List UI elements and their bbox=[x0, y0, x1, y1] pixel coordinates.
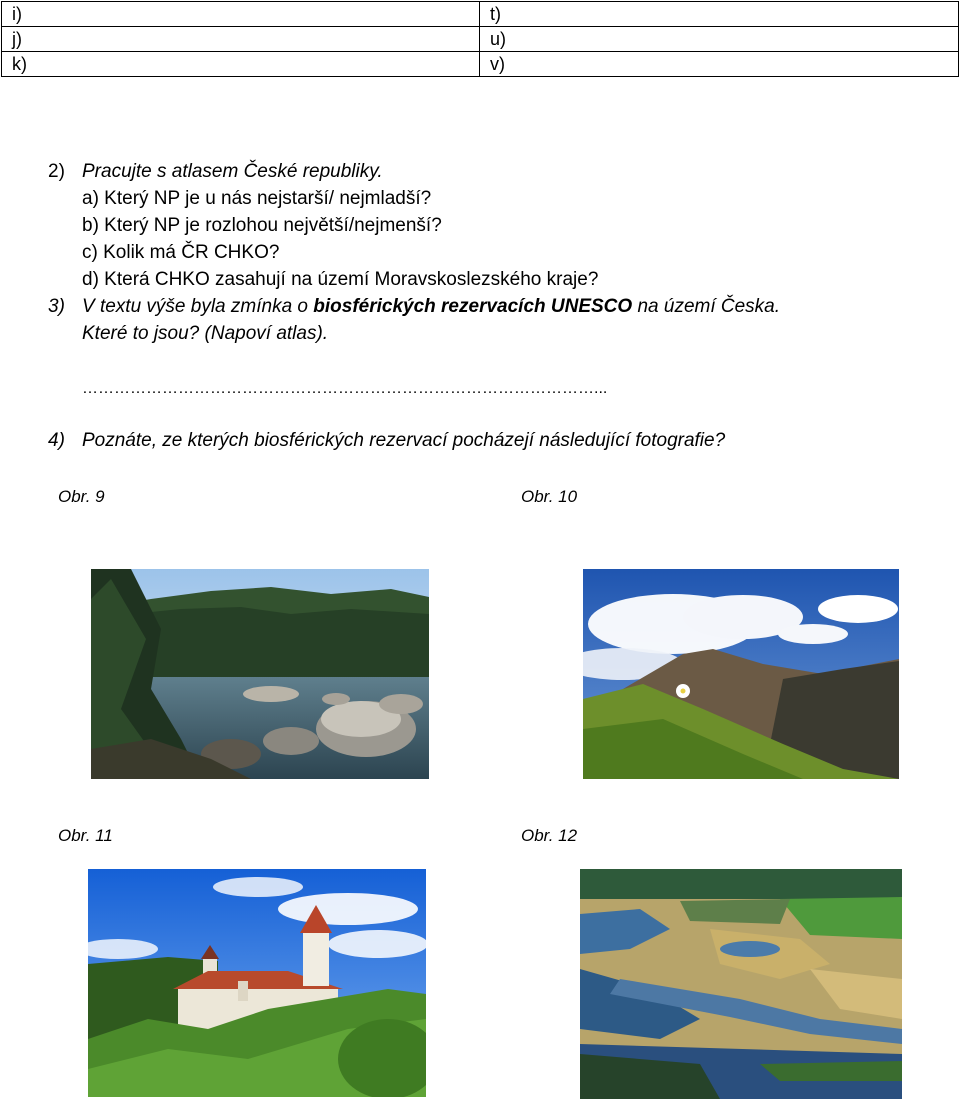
q3-number: 3) bbox=[48, 296, 65, 317]
q3-text-before: V textu výše byla zmínka o bbox=[82, 296, 314, 317]
table-row bbox=[2, 2, 959, 27]
photo-obr11-castle bbox=[88, 869, 426, 1097]
q2-item-b: b) Který NP je rozlohou největší/nejmenší? bbox=[82, 215, 442, 236]
q2-title: Pracujte s atlasem České republiky. bbox=[82, 161, 383, 182]
q3-bold-term: biosférických rezervacích UNESCO bbox=[313, 296, 633, 317]
table-cell: t) bbox=[480, 2, 959, 27]
q2-item-a: a) Který NP je u nás nejstarší/ nejmladší? bbox=[82, 188, 432, 209]
q2-item-d: d) Která CHKO zasahují na území Moravskoslezského kraje? bbox=[82, 269, 599, 290]
caption-obr12: Obr. 12 bbox=[521, 826, 578, 845]
table-cell: v) bbox=[480, 52, 959, 77]
q3-answer-line: ……………………………………………………………………………………... bbox=[82, 380, 608, 397]
q4-number: 4) bbox=[48, 430, 65, 451]
table-cell: u) bbox=[480, 27, 959, 52]
table-cell: k) bbox=[2, 52, 480, 77]
q4-text: Poznáte, ze kterých biosférických rezervací pocházejí následující fotografie? bbox=[82, 430, 726, 451]
q2-item-c: c) Kolik má ČR CHKO? bbox=[82, 242, 280, 263]
q3-text-after: na území Česka. bbox=[632, 296, 781, 317]
table-row bbox=[2, 52, 959, 77]
q3-text bbox=[82, 296, 780, 318]
q2-number: 2) bbox=[48, 161, 65, 182]
q3-line2: Které to jsou? (Napoví atlas). bbox=[82, 323, 329, 344]
caption-obr10: Obr. 10 bbox=[521, 487, 578, 506]
table-row bbox=[2, 27, 959, 52]
table-cell: j) bbox=[2, 27, 480, 52]
photo-obr9-lake bbox=[91, 569, 429, 779]
photo-obr12-wetland bbox=[580, 869, 902, 1099]
photo-obr10-mountain bbox=[583, 569, 899, 779]
caption-obr9: Obr. 9 bbox=[58, 487, 105, 506]
caption-obr11: Obr. 11 bbox=[58, 826, 113, 845]
answer-table bbox=[1, 1, 959, 77]
table-cell: i) bbox=[2, 2, 480, 27]
